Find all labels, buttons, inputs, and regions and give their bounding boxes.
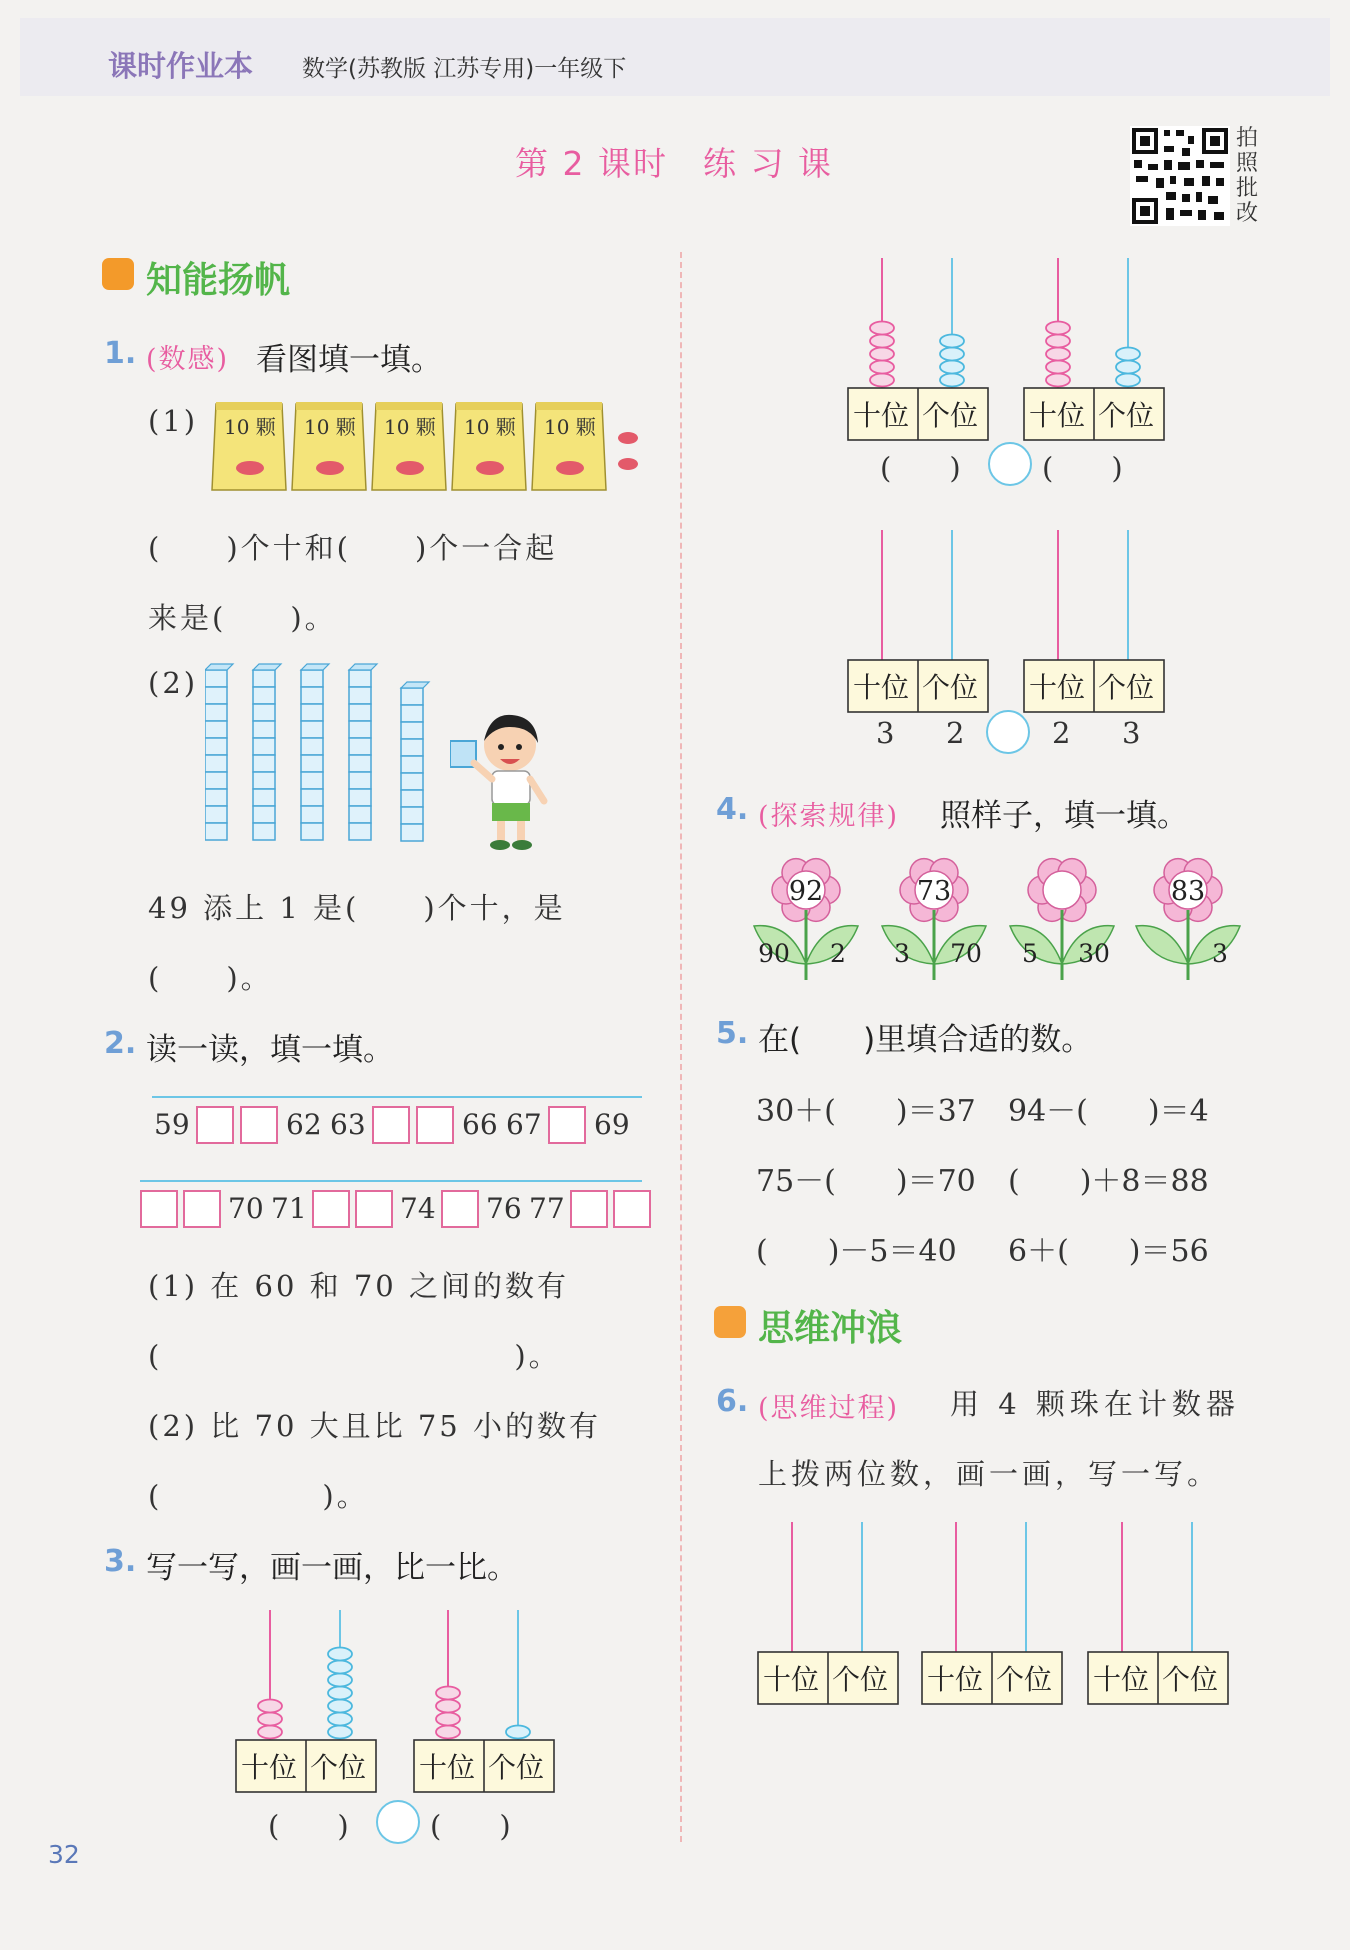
qr-label-char: 拍 (1236, 126, 1259, 151)
ones-label: 个位 (832, 1663, 889, 1696)
flower-right-leaf-number: 3 (1212, 939, 1228, 968)
candy-bag (212, 402, 286, 490)
q5-eq-3a: ( )－5＝40 (756, 1234, 957, 1269)
number-blank-box (183, 1190, 221, 1228)
q5-eq-1b: 94－( )＝4 (1008, 1094, 1209, 1129)
abacus[interactable] (1022, 520, 1172, 720)
number-line-1-cells (152, 1106, 652, 1150)
ten-cube-rod (349, 664, 377, 840)
lesson-title: 第 2 课时 练 习 课 (515, 144, 833, 183)
flower-left-leaf-number: 90 (758, 939, 790, 968)
number-blank-box (312, 1190, 350, 1228)
abacus[interactable] (1086, 1512, 1236, 1712)
number-line-1 (152, 1096, 642, 1098)
abacus-drawing (846, 248, 996, 448)
tens-label: 十位 (1093, 1663, 1150, 1696)
ten-cube-rod (253, 664, 281, 840)
ones-label: 个位 (1162, 1663, 1219, 1696)
q1-part2-line2: ( )。 (148, 961, 273, 995)
ten-rods (205, 660, 445, 860)
book-subtitle: 数学(苏教版 江苏专用)一年级下 (302, 56, 627, 82)
ones-label: 个位 (1098, 671, 1155, 704)
flower-drawing (750, 852, 862, 982)
answer-paren-left: ( ) (880, 451, 961, 485)
digit-label: 3 (876, 716, 895, 750)
number-label: 67 (506, 1108, 542, 1141)
abacus[interactable] (412, 1600, 562, 1800)
q2-sub2-line2: ( )。 (148, 1479, 369, 1513)
number-label: 76 (486, 1192, 522, 1225)
number-line-2 (140, 1180, 642, 1182)
abacus[interactable] (1022, 248, 1172, 448)
book-title: 课时作业本 (108, 49, 254, 83)
tens-label: 十位 (927, 1663, 984, 1696)
q3-number: 3. (104, 1544, 137, 1579)
tens-label: 十位 (763, 1663, 820, 1696)
number-label: 59 (154, 1108, 190, 1141)
number-label: 62 (286, 1108, 322, 1141)
flower-drawing (1006, 852, 1118, 982)
number-label: 70 (228, 1192, 264, 1225)
q6-number: 6. (716, 1384, 749, 1419)
flower (1132, 852, 1244, 982)
q5-number: 5. (716, 1016, 749, 1051)
number-label: 77 (529, 1192, 565, 1225)
q5-eq-2b: ( )＋8＝88 (1008, 1164, 1209, 1199)
qr-label-char: 照 (1236, 151, 1259, 176)
abacus-drawing (1086, 1512, 1236, 1712)
candy-bag (532, 402, 606, 490)
number-blank-box (416, 1106, 454, 1144)
abacus[interactable] (234, 1600, 384, 1800)
q5-eq-3b: 6＋( )＝56 (1008, 1234, 1209, 1269)
candy-bag-label: 10 颗 (544, 415, 596, 439)
flower-left-leaf-number: 3 (894, 939, 910, 968)
qr-label-char: 改 (1236, 201, 1259, 226)
abacus-drawing (234, 1600, 384, 1800)
number-blank-box (240, 1106, 278, 1144)
number-label: 63 (330, 1108, 366, 1141)
q1-part1-line2: 来是( )。 (148, 601, 337, 635)
q1-part2-line1: 49 添上 1 是( )个十，是 (148, 891, 566, 925)
flower-right-leaf-number: 30 (1078, 939, 1110, 968)
number-blank-box (196, 1106, 234, 1144)
q1-part1-label: (1) (148, 404, 199, 438)
abacus[interactable] (920, 1512, 1070, 1712)
candy-bag-label: 10 颗 (384, 415, 436, 439)
tens-label: 十位 (1029, 399, 1086, 432)
answer-paren-right: ( ) (1042, 451, 1123, 485)
ten-cube-rod (301, 664, 329, 840)
q5-instruction: 在( )里填合适的数。 (758, 1022, 1093, 1058)
answer-paren-left: ( ) (268, 1809, 349, 1843)
number-line-2-cells (140, 1190, 650, 1234)
tens-label: 十位 (1029, 671, 1086, 704)
flower-right-leaf-number: 70 (950, 939, 982, 968)
abacus-drawing (756, 1512, 906, 1712)
qr-code-icon[interactable] (1130, 126, 1230, 226)
number-label: 66 (462, 1108, 498, 1141)
abacus-drawing (920, 1512, 1070, 1712)
tens-label: 十位 (853, 399, 910, 432)
q6-text-line2: 上拨两位数，画一画，写一写。 (758, 1457, 1221, 1491)
flower-drawing (878, 852, 990, 982)
q1-part1-line1: ( )个十和( )个一合起 (148, 531, 558, 565)
number-blank-box (372, 1106, 410, 1144)
wave-icon (714, 1306, 746, 1338)
q5-eq-2a: 75－( )＝70 (756, 1164, 976, 1199)
q2-sub2-line1: (2) 比 70 大且比 75 小的数有 (148, 1409, 601, 1443)
q1-tag: (数感) (146, 344, 230, 375)
flower-drawing (1132, 852, 1244, 982)
candy-bag (292, 402, 366, 490)
number-blank-box (355, 1190, 393, 1228)
column-divider (680, 252, 682, 1842)
number-label: 69 (594, 1108, 630, 1141)
candy-bag (372, 402, 446, 490)
q4-instruction: 照样子，填一填。 (940, 798, 1188, 834)
flower-center-number: 92 (788, 876, 824, 907)
abacus-drawing (846, 520, 996, 720)
ones-label: 个位 (310, 1751, 367, 1784)
compare-circle (376, 1800, 420, 1844)
candy-bag-label: 10 颗 (464, 415, 516, 439)
q3-instruction: 写一写，画一画，比一比。 (146, 1550, 518, 1586)
abacus-drawing (412, 1600, 562, 1800)
q4-tag: (探索规律) (758, 801, 900, 832)
flower (878, 852, 990, 982)
number-blank-box (570, 1190, 608, 1228)
ten-cube-rod (205, 664, 233, 840)
flower-center-number: 73 (916, 876, 952, 907)
compare-circle (988, 442, 1032, 486)
candy-bag-label: 10 颗 (304, 415, 356, 439)
q4-number: 4. (716, 792, 749, 827)
q2-instruction: 读一读，填一填。 (146, 1032, 394, 1068)
flower (750, 852, 862, 982)
number-blank-box (441, 1190, 479, 1228)
qr-label (1236, 126, 1262, 226)
q1-instruction: 看图填一填。 (256, 342, 442, 378)
number-blank-box (140, 1190, 178, 1228)
candy-bag (452, 402, 526, 490)
abacus[interactable] (756, 1512, 906, 1712)
q6-tag: (思维过程) (758, 1393, 900, 1424)
abacus[interactable] (846, 520, 996, 720)
digit-label: 2 (1052, 716, 1071, 750)
ones-label: 个位 (922, 399, 979, 432)
q2-sub1-line1: (1) 在 60 和 70 之间的数有 (148, 1269, 569, 1303)
number-label: 71 (271, 1192, 307, 1225)
q1-part2-label: (2) (148, 666, 199, 700)
ones-label: 个位 (922, 671, 979, 704)
answer-paren-right: ( ) (430, 1809, 511, 1843)
q2-number: 2. (104, 1026, 137, 1061)
number-label: 74 (400, 1192, 436, 1225)
q5-eq-1a: 30＋( )＝37 (756, 1094, 976, 1129)
abacus-drawing (1022, 248, 1172, 448)
sail-icon (102, 258, 134, 290)
q1-number: 1. (104, 336, 137, 371)
digit-label: 2 (946, 716, 965, 750)
tens-label: 十位 (419, 1751, 476, 1784)
tens-label: 十位 (241, 1751, 298, 1784)
flower-right-leaf-number: 2 (830, 939, 846, 968)
ten-cube-rod (401, 682, 429, 841)
compare-circle (986, 710, 1030, 754)
q2-sub1-line2: ( )。 (148, 1339, 561, 1373)
ones-label: 个位 (488, 1751, 545, 1784)
tens-label: 十位 (853, 671, 910, 704)
flower (1006, 852, 1118, 982)
qr-label-char: 批 (1236, 176, 1259, 201)
section-title-2: 思维冲浪 (758, 1308, 903, 1349)
flower-center-number: 83 (1170, 876, 1206, 907)
number-blank-box (613, 1190, 651, 1228)
q6-text-line1: 用 4 颗珠在计数器 (950, 1387, 1240, 1421)
candy-bag-label: 10 颗 (224, 415, 276, 439)
number-blank-box (548, 1106, 586, 1144)
digit-label: 3 (1122, 716, 1141, 750)
loose-candies (618, 432, 638, 470)
boy-holding-cube (450, 705, 560, 855)
section-title-1: 知能扬帆 (146, 260, 291, 301)
flower-left-leaf-number: 5 (1022, 939, 1038, 968)
abacus[interactable] (846, 248, 996, 448)
abacus-drawing (1022, 520, 1172, 720)
page-number: 32 (48, 1840, 80, 1869)
ones-label: 个位 (996, 1663, 1053, 1696)
candy-bags (210, 398, 650, 498)
ones-label: 个位 (1098, 399, 1155, 432)
